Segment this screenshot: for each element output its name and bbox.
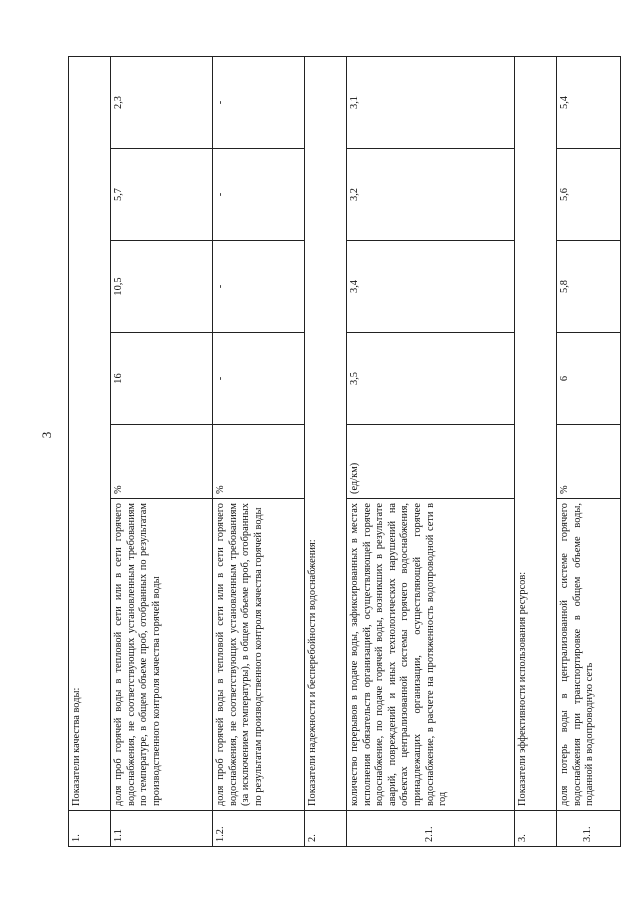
row-value: 5,8 [557,241,621,333]
section-title: Показатели эффективности использования ресурсов: [515,56,557,810]
section-number: 3. [515,811,557,847]
row-number: 1.1 [111,811,213,847]
row-unit: % [213,425,305,499]
row-value: 10,5 [111,241,213,333]
row-value: - [213,333,305,425]
row-unit: % [557,425,621,499]
section-title: Показатели надежности и бесперебойности водоснабжения: [305,56,347,810]
row-value: 3,1 [347,56,515,148]
row-value: 3,5 [347,333,515,425]
table-row [557,56,621,846]
row-value: 3,4 [347,241,515,333]
row-value: 5,7 [111,149,213,241]
section-number: 1. [69,811,111,847]
row-value: - [213,56,305,148]
row-unit: % [111,425,213,499]
row-description: доля проб горячей воды в тепловой сети или в сети горячего водоснабжения, не соответствующих установленным требованиям (за исключением температуры), в общем объеме проб, отобранных по результатам производственного контроля качества горячей воды [213,499,305,811]
row-value: 5,4 [557,56,621,148]
row-unit: (ед/км) [347,425,515,499]
row-description: доля проб горячей воды в тепловой сети или в сети горячего водоснабжения, не соответствующих установленным требованиям по температуре, в общем объеме проб, отобранных по результатам производственного контроля качества горячей воды [111,499,213,811]
page-number: 3 [39,431,54,439]
row-value: 3,2 [347,149,515,241]
row-number: 3.1. [557,811,621,847]
section-row [305,56,347,846]
table-row [213,56,305,846]
row-value: - [213,241,305,333]
section-title: Показатели качества воды: [69,56,111,810]
rotated-table-wrapper [68,57,596,847]
section-number: 2. [305,811,347,847]
row-value: 5,6 [557,149,621,241]
section-row [69,56,111,846]
indicators-table [68,56,621,847]
row-value: 16 [111,333,213,425]
row-value: - [213,149,305,241]
table-row [111,56,213,846]
row-value: 2,3 [111,56,213,148]
section-row [515,56,557,846]
row-number: 2.1. [347,811,515,847]
row-value: 6 [557,333,621,425]
row-description: количество перерывов в подаче воды, зафиксированных в местах исполнения обязательств организацией, осуществляющей горячее водоснабжение, по подаче горячей воды, возникших в результате аварий, повреждений и иных технологических нарушений на объектах централизованной системы горячего водоснабжения, принадлежащих организации, осуществляющей горячее водоснабжение, в расчете на протяженность водопроводной сети в год [347,499,515,811]
row-description: доля потерь воды в централизованной системе горячего водоснабжения при транспортировке в общем объеме воды, поданной в водопроводную сеть [557,499,621,811]
table-row [347,56,515,846]
row-number: 1.2. [213,811,305,847]
